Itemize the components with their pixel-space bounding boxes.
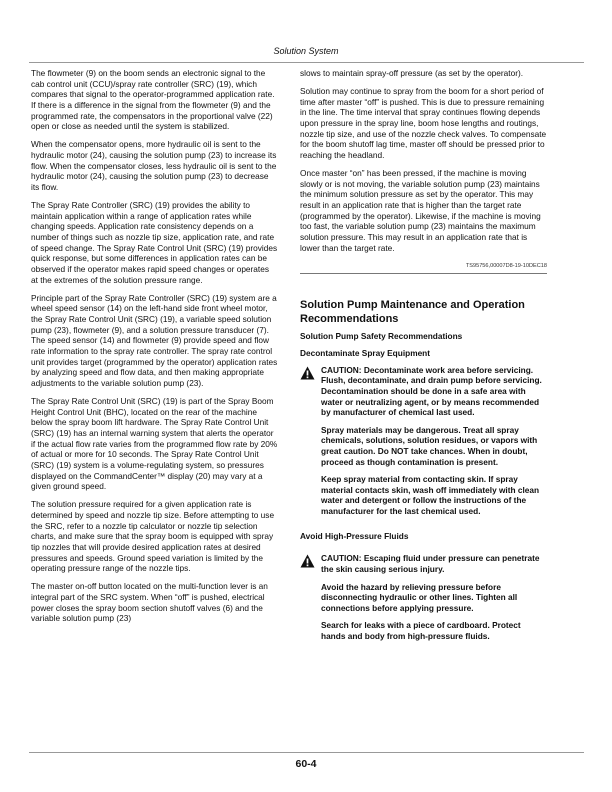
paragraph: The flowmeter (9) on the boom sends an electronic signal to the cab control unit (CCU)/spray rate controller (SRC) (19), which compares that signal to the operator-programmed application rate. If there is a difference in the signal from the flowmeter (9) and the programmed rate, the compensators in the proportional valve (22) open or close as needed until the system is stabilized. — [31, 68, 275, 132]
paragraph: slows to maintain spray-off pressure (as set by the operator). — [300, 68, 524, 78]
warning-triangle-icon — [300, 554, 315, 568]
caution-text: Keep spray material from contacting skin. If spray material contacts skin, wash off immediately with clean water and detergent or follow the instructions of the manufacturer for the last chemical used. — [321, 474, 540, 517]
warning-triangle-icon — [300, 366, 315, 380]
caution-block-high-pressure — [300, 553, 547, 641]
caution-text: CAUTION: Decontaminate work area before servicing. Flush, decontaminate, and drain pump before servicing. Decontamination should be done in a safe area with water or neutralizing agent, or by means recommended by manufacturer of chemical last used. — [321, 364, 542, 418]
paragraph: The solution pressure required for a given application rate is determined by speed and nozzle tip size. Before attempting to use the SRC, refer to a nozzle tip calculator or nozzle tip selection charts, and make sure that the spray boom is equipped with spray tip nozzles that will provide desired application rates at desired pressures and speeds. Ground speed variation is limited by the operating pressure range of the nozzle tips. — [31, 499, 275, 574]
section-subtitle: Solution Pump Safety Recommendations — [300, 331, 463, 342]
section-title: Solution Pump Maintenance and Operation Recommendations — [300, 299, 525, 325]
paragraph: The Spray Rate Control Unit (SRC) (19) is part of the Spray Boom Height Control Unit (BHC), located on the rear of the machine below the spray boom lift hardware. The Spray Rate Control Unit (SRC) (19) has an internal warning system that alerts the operator if the actual flow rate varies from the programmed flow rate by 20% of actual or more for 10 seconds. The Spray Rate Control Unit (SRC) (19) system is a volume-regulating system, so pressures displayed on the CommandCenter™ display (20) may vary at a given ground speed. — [31, 395, 278, 492]
paragraph: The Spray Rate Controller (SRC) (19) provides the ability to maintain application within a range of application rates while changing speeds. Application rate consistency depends on a number of things such as nozzle tip size, application rate, and rate of speed change. The Spray Rate Control Unit (SRC) (19) provides quick response, but some differences in application rates can be observed if the operator makes rapid speed changes or operates at the extremes of the solution pressure range. — [31, 200, 278, 285]
paragraph: Principle part of the Spray Rate Controller (SRC) (19) system are a wheel speed sensor (14) on the left-hand side front wheel motor, the Spray Rate Control Unit (SRC) (19), a variable speed solution pump (23), flowmeter (9), and a solution pressure transducer (7). The speed sensor (14) and flowmeter (9) provide speed and flow rate information to the spray rate controller. The spray rate control unit provides target (programmed by the operator) application rates by analyzing speed and flow data, and then making appropriate adjustments to the variable solution pump (23). — [31, 292, 278, 388]
caution-block-decontaminate — [300, 365, 547, 517]
paragraph: Solution may continue to spray from the boom for a short period of time after master “off” is pushed. This is due to pressure remaining in the line. The time interval that spray continues flowing depends upon pressure in the spray line, boom hose lengths and routings, nozzle tip size, and use of the nozzle check valves. To compensate for the boom shutoff lag time, master off should be pressed prior to reaching the headland. — [300, 86, 547, 160]
decontaminate-heading: Decontaminate Spray Equipment — [300, 347, 431, 358]
caution-text: Spray materials may be dangerous. Treat all spray chemicals, solutions, solution residues, or vapors with great caution. Do NOT take chances. When in doubt, proceed as though contamination is present. — [321, 424, 538, 467]
caution-text: Avoid the hazard by relieving pressure before disconnecting hydraulic or other lines. Tighten all connections before applying pressure. — [321, 581, 518, 613]
page-header: Solution System — [273, 46, 339, 56]
header-rule — [29, 62, 584, 63]
paragraph: Once master “on” has been pressed, if the machine is moving slowly or is not moving, the variable solution pump (23) maintains the minimum solution pressure as set by the operator. This may result in an application rate that is higher than the target rate (programmed by the operator). Likewise, if the machine is moving too fast, the variable solution pump (23) maintains the maximum solution pressure. This may result in an application rate that is lower than the target rate. — [300, 168, 541, 253]
right-column — [300, 68, 547, 650]
caution-text: Search for leaks with a piece of cardboard. Protect hands and body from high-pressure fluids. — [321, 620, 521, 641]
caution-text: CAUTION: Escaping fluid under pressure can penetrate the skin causing serious injury. — [321, 553, 540, 575]
left-column — [31, 68, 278, 631]
footer-rule — [29, 752, 584, 753]
page-number: 60-4 — [295, 758, 317, 770]
high-pressure-heading: Avoid High-Pressure Fluids — [300, 530, 409, 541]
paragraph: When the compensator opens, more hydraulic oil is sent to the hydraulic motor (24), causing the solution pump (23) to increase its flow. When the compensator closes, less hydraulic oil is sent to the hydraulic motor (24), causing the solution pump (23) to decrease its flow. — [31, 139, 277, 192]
paragraph: The master on-off button located on the multi-function lever is an integral part of the SRC system. When “off” is pushed, electrical power closes the spray boom section shutoff valves (6) and the variable solution pump (23) — [31, 581, 268, 624]
reference-code: TS95756,00007D8-19-10DEC18 — [300, 261, 547, 275]
